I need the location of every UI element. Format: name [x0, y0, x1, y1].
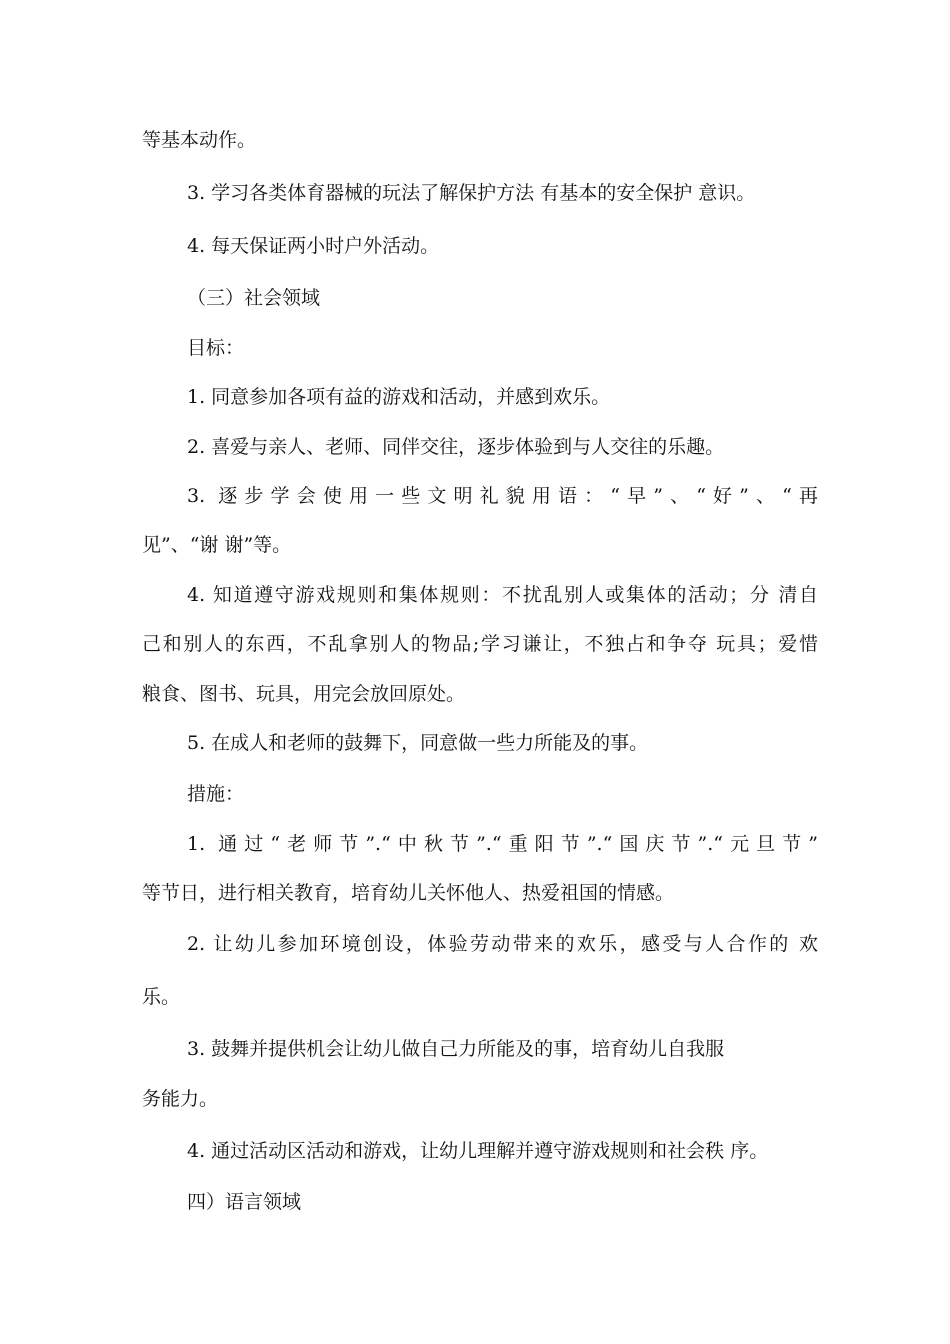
list-item: 4. 知道遵守游戏规则和集体规则：不扰乱别人或集体的活动；分 清自	[187, 584, 818, 606]
text-line: 粮食、图书、玩具，用完会放回原处。	[142, 683, 466, 705]
list-item: 4. 每天保证两小时户外活动。	[187, 235, 440, 257]
text-line: 等基本动作。	[142, 129, 257, 151]
subheading-measures: 措施：	[187, 783, 245, 805]
list-item: 3. 学习各类体育器械的玩法了解保护方法 有基本的安全保护 意识。	[187, 182, 756, 204]
list-item: 4. 通过活动区活动和游戏，让幼儿理解并遵守游戏规则和社会秩 序。	[187, 1140, 769, 1162]
list-item: 2. 喜爱与亲人、老师、同伴交往，逐步体验到与人交往的乐趣。	[187, 436, 725, 458]
text-line: 乐。	[142, 986, 181, 1008]
subheading-goals: 目标：	[187, 337, 245, 359]
list-item: 5. 在成人和老师的鼓舞下，同意做一些力所能及的事。	[187, 732, 649, 754]
section-heading: （三）社会领域	[187, 287, 321, 309]
list-item: 1. 通过“老师节”.“中秋节”.“重阳节”.“国庆节”.“元旦节”	[187, 833, 818, 855]
list-item: 3. 逐步学会使用一些文明礼貌用语：“早”、“好”、“再	[187, 485, 818, 507]
list-item: 3. 鼓舞并提供机会让幼儿做自己力所能及的事，培育幼儿自我服	[187, 1038, 725, 1060]
list-item: 2. 让幼儿参加环境创设，体验劳动带来的欢乐，感受与人合作的 欢	[187, 933, 818, 955]
list-item: 1. 同意参加各项有益的游戏和活动，并感到欢乐。	[187, 386, 611, 408]
section-heading: 四）语言领域	[187, 1191, 302, 1213]
text-line: 等节日，进行相关教育，培育幼儿关怀他人、热爱祖国的情感。	[142, 882, 675, 904]
text-line: 务能力。	[142, 1088, 219, 1110]
text-line: 见”、“谢 谢”等。	[142, 534, 292, 556]
text-line: 己和别人的东西，不乱拿别人的物品;学习谦让，不独占和争夺 玩具；爱惜	[142, 633, 818, 655]
